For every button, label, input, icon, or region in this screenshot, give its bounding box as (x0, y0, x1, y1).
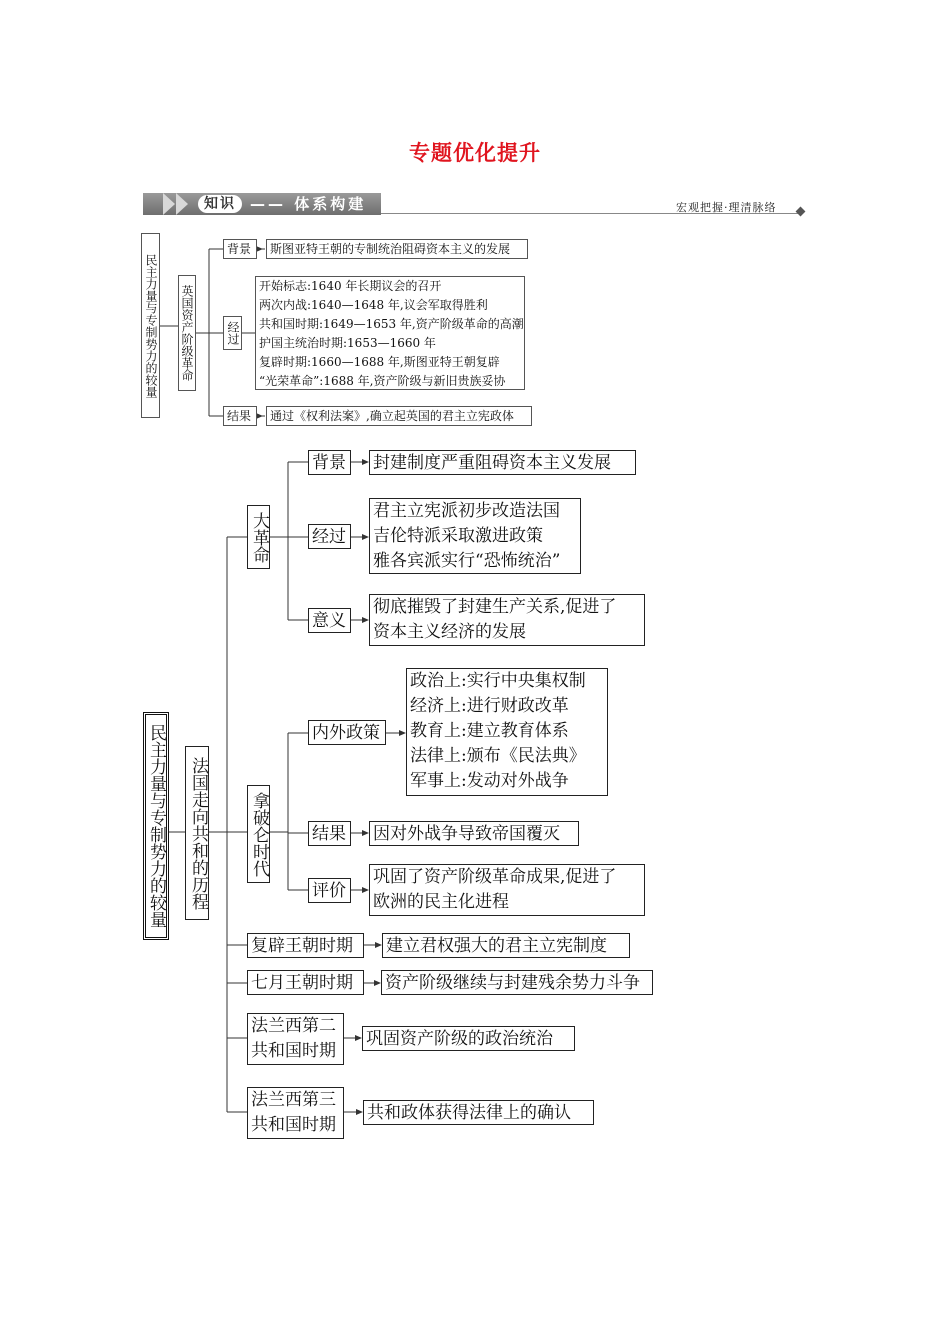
revolution-process-label: 经过 (308, 524, 351, 549)
england-background-text: 斯图亚特王朝的专制统治阻碍资本主义的发展 (266, 239, 528, 259)
napoleon-policy-list (406, 668, 608, 796)
banner-title: —— 体系构建 (250, 195, 367, 213)
england-process-list (255, 276, 525, 390)
july-monarchy-text: 资产阶级继续与封建残余势力斗争 (381, 970, 653, 995)
revolution-significance-label: 意义 (308, 608, 351, 633)
england-topic-label: 英国资产阶级革命 (178, 275, 196, 391)
england-result-text: 通过《权利法案》,确立起英国的君主立宪政体 (266, 406, 532, 426)
third-republic-label (247, 1087, 344, 1139)
list-item: 教育上:建立教育体系 (410, 721, 569, 741)
napoleon-policy-label: 内外政策 (308, 720, 386, 745)
text-line: 欧洲的民主化进程 (373, 892, 509, 912)
list-item: 雅各宾派实行“恐怖统治” (373, 551, 561, 571)
england-result-label: 结果 (223, 406, 257, 426)
text-line: 法兰西第二 (251, 1016, 336, 1036)
text-line: 巩固了资产阶级革命成果,促进了 (373, 867, 617, 887)
revolution-process-list (369, 498, 581, 574)
list-item: 军事上:发动对外战争 (410, 771, 569, 791)
text-line: 彻底摧毁了封建生产关系,促进了 (373, 597, 617, 617)
text-line: 共和国时期 (251, 1041, 336, 1061)
england-root-label: 民主力量与专制势力的较量 (141, 233, 160, 418)
england-process-label: 经过 (223, 316, 242, 350)
second-republic-text: 巩固资产阶级的政治统治 (362, 1026, 575, 1051)
list-item: 君主立宪派初步改造法国 (373, 501, 560, 521)
revolution-significance-text (369, 594, 645, 646)
revolution-background-text: 封建制度严重阻碍资本主义发展 (369, 450, 636, 475)
england-background-label: 背景 (223, 239, 257, 259)
france-root-label: 民主力量与专制势力的较量 (143, 712, 169, 940)
banner-tag: 知识 (198, 195, 242, 213)
july-monarchy-label: 七月王朝时期 (247, 970, 364, 995)
list-item: 复辟时期:1660—1688 年,斯图亚特王朝复辟 (259, 355, 500, 369)
list-item: 吉伦特派采取激进政策 (373, 526, 543, 546)
list-item: 法律上:颁布《民法典》 (410, 746, 586, 766)
page-title: 专题优化提升 (409, 140, 541, 165)
second-republic-label (247, 1013, 344, 1065)
list-item: 政治上:实行中央集权制 (410, 671, 586, 691)
revolution-background-label: 背景 (308, 450, 351, 475)
list-item: 共和国时期:1649—1653 年,资产阶级革命的高潮 (259, 317, 524, 331)
napoleon-evaluation-label: 评价 (308, 878, 351, 903)
napoleon-evaluation-text (369, 864, 645, 916)
restoration-label: 复辟王朝时期 (247, 933, 364, 958)
restoration-text: 建立君权强大的君主立宪制度 (382, 933, 630, 958)
banner-subtitle: 宏观把握·理清脉络 (676, 201, 777, 214)
list-item: 开始标志:1640 年长期议会的召开 (259, 279, 442, 293)
text-line: 资本主义经济的发展 (373, 622, 526, 642)
third-republic-text: 共和政体获得法律上的确认 (363, 1100, 594, 1125)
list-item: 经济上:进行财政改革 (410, 696, 569, 716)
list-item: 两次内战:1640—1648 年,议会军取得胜利 (259, 298, 488, 312)
napoleon-result-label: 结果 (308, 821, 351, 846)
france-topic-label: 法国走向共和的历程 (185, 746, 209, 920)
list-item: “光荣革命”:1688 年,资产阶级与新旧贵族妥协 (259, 374, 506, 388)
text-line: 法兰西第三 (251, 1090, 336, 1110)
text-line: 共和国时期 (251, 1115, 336, 1135)
napoleon-label: 拿破仑时代 (247, 785, 270, 883)
list-item: 护国主统治时期:1653—1660 年 (259, 336, 436, 350)
napoleon-result-text: 因对外战争导致帝国覆灭 (369, 821, 579, 846)
revolution-label: 大革命 (247, 505, 270, 569)
